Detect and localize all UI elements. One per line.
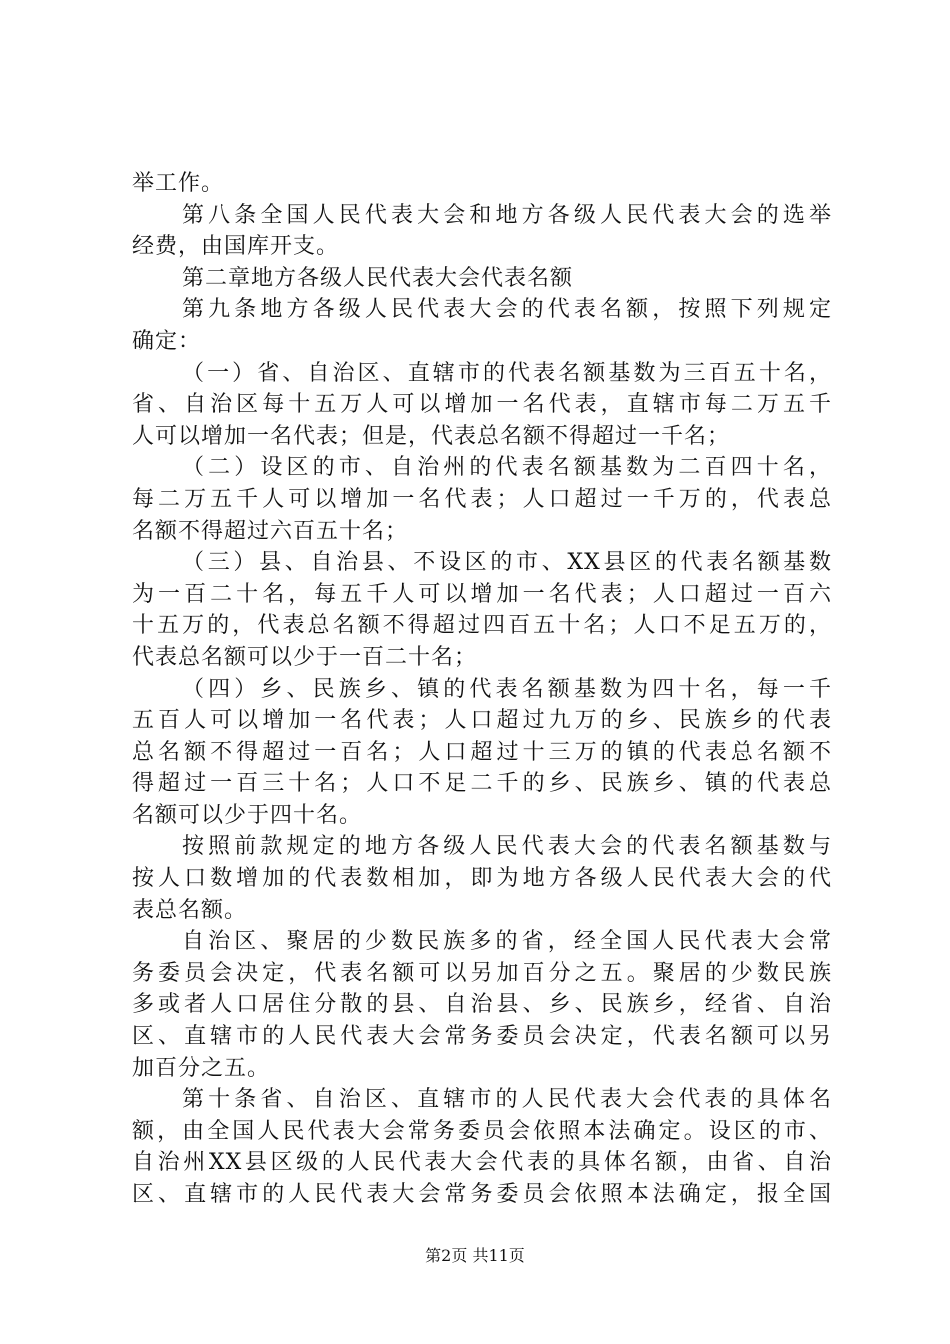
text-line: 第十条省、自治区、直辖市的人民代表大会代表的具体名 bbox=[182, 1087, 832, 1113]
text-line: 第二章地方各级人民代表大会代表名额 bbox=[182, 265, 574, 291]
text-line: 十五万的，代表总名额不得超过四百五十名；人口不足五万的， bbox=[132, 613, 832, 639]
text-line: 按照前款规定的地方各级人民代表大会的代表名额基数与 bbox=[182, 834, 832, 860]
page-footer: 第2页 共11页 bbox=[425, 1246, 525, 1265]
text-line: 省、自治区每十五万人可以增加一名代表，直辖市每二万五千 bbox=[132, 392, 832, 418]
text-line: （一）省、自治区、直辖市的代表名额基数为三百五十名， bbox=[182, 360, 832, 386]
text-line: 区、直辖市的人民代表大会常务委员会决定，代表名额可以另 bbox=[132, 1024, 832, 1050]
text-line: 得超过一百三十名；人口不足二千的乡、民族乡、镇的代表总 bbox=[132, 771, 832, 797]
text-line: 第九条地方各级人民代表大会的代表名额，按照下列规定 bbox=[182, 297, 832, 323]
text-line: （二）设区的市、自治州的代表名额基数为二百四十名， bbox=[182, 455, 832, 481]
text-line: （四）乡、民族乡、镇的代表名额基数为四十名，每一千 bbox=[182, 676, 832, 702]
text-line: 为一百二十名，每五千人可以增加一名代表；人口超过一百六 bbox=[132, 581, 832, 607]
text-line: 人可以增加一名代表；但是，代表总名额不得超过一千名； bbox=[132, 423, 731, 449]
text-line: 自治州XX县区级的人民代表大会代表的具体名额，由省、自治 bbox=[132, 1150, 832, 1176]
document-body bbox=[132, 168, 832, 1211]
text-line: 区、直辖市的人民代表大会常务委员会依照本法确定，报全国 bbox=[132, 1182, 832, 1207]
text-line: 确定： bbox=[132, 328, 202, 354]
text-line: 额，由全国人民代表大会常务委员会依照本法确定。设区的市、 bbox=[132, 1118, 832, 1144]
text-line: 按人口数增加的代表数相加，即为地方各级人民代表大会的代 bbox=[132, 866, 832, 892]
text-line: 经费，由国库开支。 bbox=[132, 234, 340, 260]
text-line: 第八条全国人民代表大会和地方各级人民代表大会的选举 bbox=[182, 202, 832, 228]
text-line: 名额不得超过六百五十名； bbox=[132, 518, 409, 544]
text-line: 总名额不得超过一百名；人口超过十三万的镇的代表总名额不 bbox=[132, 739, 832, 765]
text-line: 举工作。 bbox=[132, 171, 225, 196]
text-line: 加百分之五。 bbox=[132, 1055, 271, 1081]
text-line: 自治区、聚居的少数民族多的省，经全国人民代表大会常 bbox=[182, 929, 832, 955]
text-line: 代表总名额可以少于一百二十名； bbox=[132, 644, 478, 670]
text-line: 五百人可以增加一名代表；人口超过九万的乡、民族乡的代表 bbox=[132, 708, 832, 734]
text-line: （三）县、自治县、不设区的市、XX县区的代表名额基数 bbox=[182, 550, 832, 576]
text-line: 名额可以少于四十名。 bbox=[132, 802, 363, 828]
text-line: 表总名额。 bbox=[132, 897, 248, 923]
text-line: 每二万五千人可以增加一名代表；人口超过一千万的，代表总 bbox=[132, 486, 832, 512]
text-line: 务委员会决定，代表名额可以另加百分之五。聚居的少数民族 bbox=[132, 960, 832, 986]
text-line: 多或者人口居住分散的县、自治县、乡、民族乡，经省、自治 bbox=[132, 992, 832, 1018]
